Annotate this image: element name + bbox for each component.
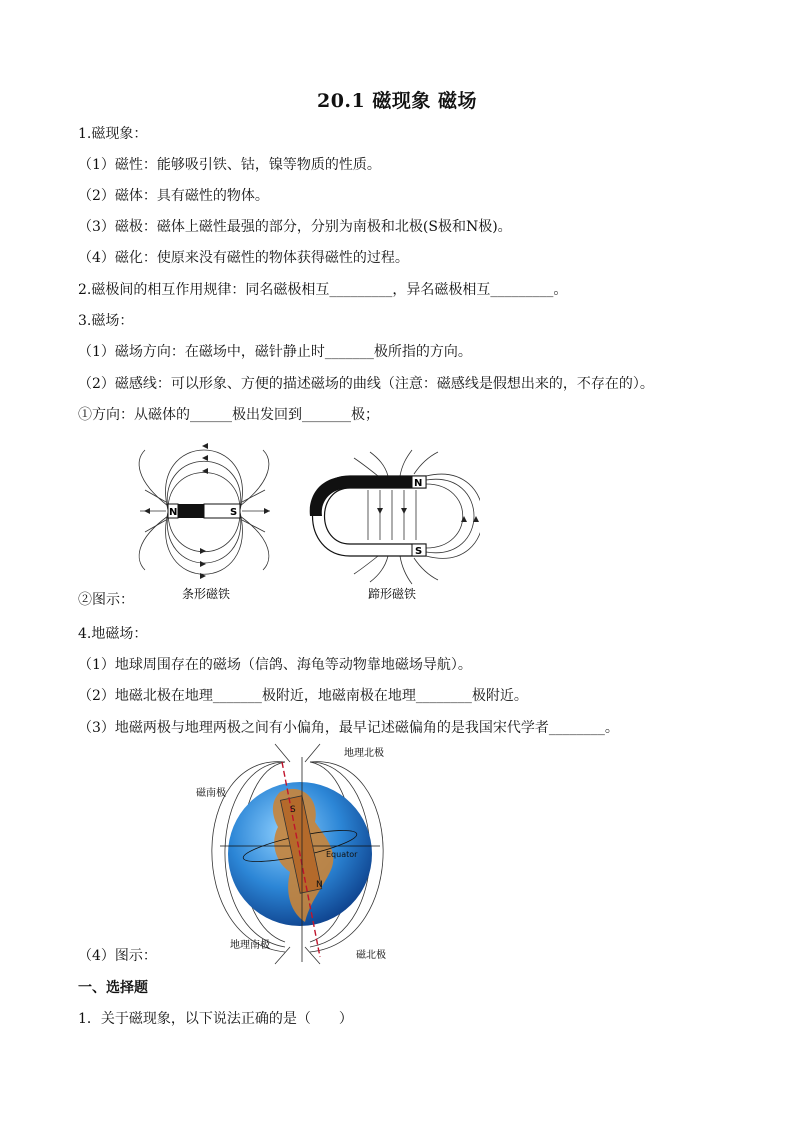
- equator-label: Equator: [326, 850, 358, 859]
- text-magnetic-pole: （3）磁极：磁体上磁性最强的部分，分别为南极和北极(S极和N极)。: [78, 219, 512, 235]
- mag-south-label: 磁南极: [196, 788, 226, 799]
- text-magnetism: （1）磁性：能够吸引铁、钴，镍等物质的性质。: [78, 157, 381, 173]
- text-earth-diagram-label: （4）图示：: [78, 948, 157, 964]
- text-earth-field: （1）地球周围存在的磁场（信鸽、海龟等动物靠地磁场导航）。: [78, 657, 472, 673]
- question-1: 1．关于磁现象，以下说法正确的是（ ）: [78, 1011, 353, 1027]
- text-declination: （3）地磁两极与地理两极之间有小偏角，最早记述磁偏角的是我国宋代学者________。: [78, 720, 619, 736]
- text-pole-interaction: 2.磁极间的相互作用规律：同名磁极相互_________，异名磁极相互_________。: [78, 282, 568, 298]
- text-diagram-label: ②图示：: [78, 592, 134, 608]
- text-magnet: （2）磁体：具有磁性的物体。: [78, 188, 269, 204]
- bar-magnet-caption: 条形磁铁: [182, 587, 231, 601]
- magnet-diagrams-figure: [130, 440, 480, 610]
- text-magnetization: （4）磁化：使原来没有磁性的物体获得磁性的过程。: [78, 250, 409, 266]
- inner-n-label: N: [316, 880, 323, 890]
- horseshoe-s-label: S: [415, 546, 423, 557]
- horseshoe-arrows: [377, 508, 480, 522]
- section-heading-geomagnetic-field: 4.地磁场：: [78, 626, 148, 642]
- text-field-line-direction: ①方向：从磁体的______极出发回到_______极；: [78, 407, 379, 423]
- page-title: 20.1 磁现象 磁场: [316, 90, 477, 112]
- text-field-direction: （1）磁场方向：在磁场中，磁针静止时_______极所指的方向。: [78, 344, 472, 360]
- horseshoe-field-lines: [354, 450, 480, 584]
- section-heading-magnetic-phenomena: 1.磁现象：: [78, 126, 148, 142]
- geo-south-label: 地理南极: [230, 940, 270, 951]
- mag-north-label: 磁北极: [356, 950, 386, 961]
- bar-magnet-s-label: S: [230, 507, 238, 518]
- inner-s-label: S: [290, 805, 296, 815]
- section-heading-magnetic-field: 3.磁场：: [78, 313, 134, 329]
- text-geomagnetic-poles: （2）地磁北极在地理_______极附近，地磁南极在地理________极附近。: [78, 688, 528, 704]
- geo-north-label: 地理北极: [344, 748, 384, 759]
- earth-magnetic-field-figure: [190, 742, 410, 967]
- text-field-lines: （2）磁感线：可以形象、方便的描述磁场的曲线（注意：磁感线是假想出来的，不存在的）。: [78, 376, 654, 392]
- bar-magnet-n-label: N: [169, 507, 178, 518]
- horseshoe-caption: 蹄形磁铁: [368, 587, 417, 601]
- horseshoe-n-label: N: [414, 478, 423, 489]
- section-heading-multiple-choice: 一、选择题: [78, 980, 148, 996]
